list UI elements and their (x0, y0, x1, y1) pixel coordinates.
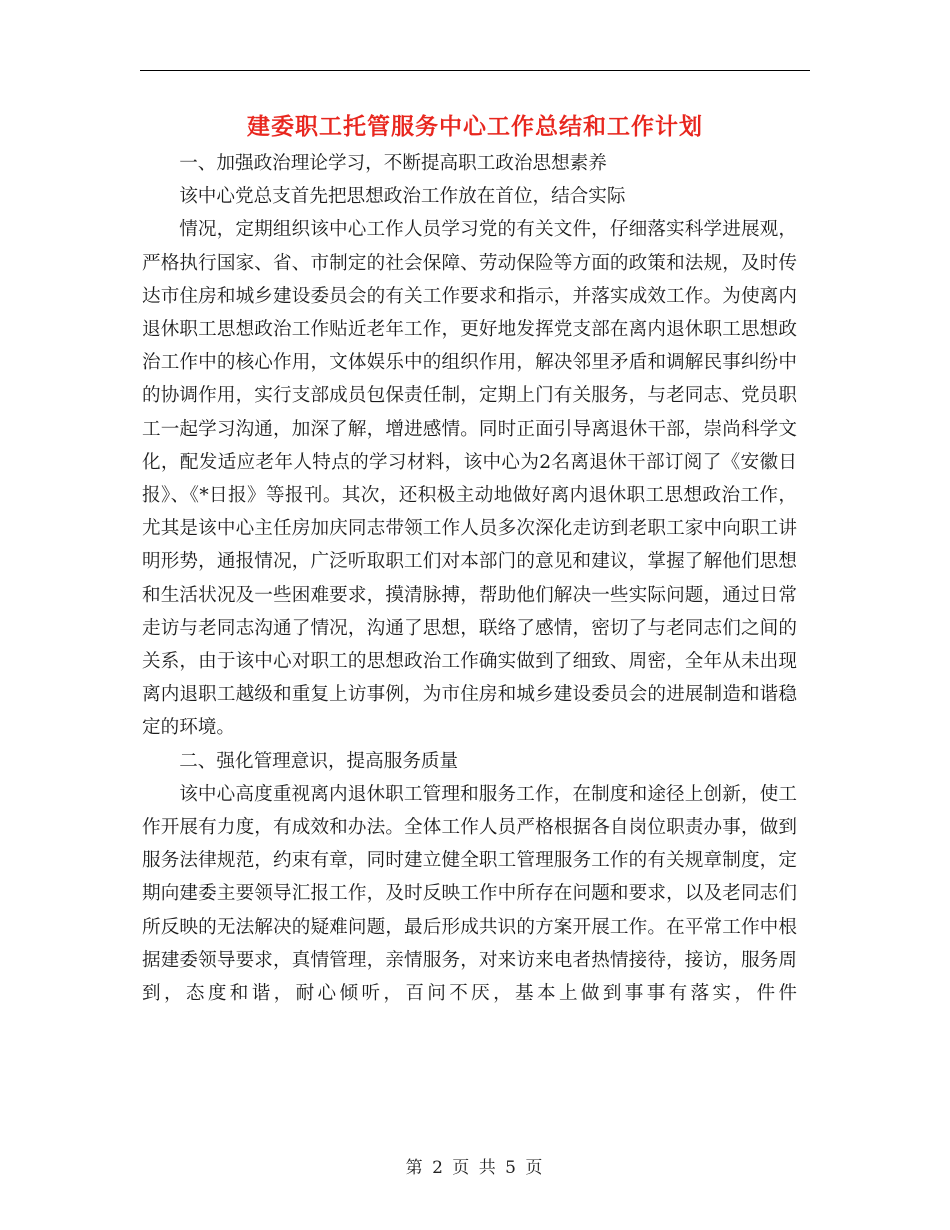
header-rule (140, 70, 810, 71)
document-title: 建委职工托管服务中心工作总结和工作计划 (247, 114, 703, 140)
paragraph-1-body: 情况，定期组织该中心工作人员学习党的有关文件，仔细落实科学进展观，严格执行国家、省、市制定的社会保障、劳动保险等方面的政策和法规，及时传达市住房和城乡建设委员会的有关工作要求和指示，并落实成效工作。为使离内退休职工思想政治工作贴近老年工作，更好地发挥党支部在离内退休职工思想政治工作中的核心作用，文体娱乐中的组织作用，解决邻里矛盾和调解民事纠纷中的协调作用，实行支部成员包保责任制，定期上门有关服务，与老同志、党员职工一起学习沟通，加深了解，增进感情。同时正面引导离退休干部，崇尚科学文化，配发适应老年人特点的学习材料，该中心为2名离退休干部订阅了《安徽日报》、《*日报》等报刊。其次，还积极主动地做好离内退休职工思想政治工作，尤其是该中心主任房加庆同志带领工作人员多次深化走访到老职工家中向职工讲明形势，通报情况，广泛听取职工们对本部门的意见和建议，掌握了解他们思想和生活状况及一些困难要求，摸清脉搏，帮助他们解决一些实际问题，通过日常走访与老同志沟通了情况，沟通了思想，联络了感情，密切了与老同志们之间的关系，由于该中心对职工的思想政治工作确实做到了细致、周密，全年从未出现离内退职工越级和重复上访事例，为市住房和城乡建设委员会的进展制造和谐稳定的环境。 (142, 219, 797, 739)
section-heading-2: 二、强化管理意识，提高服务质量 (179, 750, 459, 772)
paragraph-2: 该中心高度重视离内退休职工管理和服务工作，在制度和途径上创新，使工作开展有力度，有成效和办法。全体工作人员严格根据各自岗位职责办事，做到服务法律规范，约束有章，同时建立健全职工管理服务工作的有关规章制度，定期向建委主要领导汇报工作，及时反映工作中所存在问题和要求，以及老同志们所反映的无法解决的疑难问题，最后形成共识的方案开展工作。在平常工作中根据建委领导要求，真情管理，亲情服务，对来访来电者热情接待，接访，服务周到，态度和谐，耐心倾听，百问不厌，基本上做到事事有落实，件件 (142, 783, 797, 1005)
document-body (142, 147, 797, 1010)
page-number-footer: 第 2 页 共 5 页 (405, 1158, 545, 1178)
section-heading-1: 一、加强政治理论学习，不断提高职工政治思想素养 (179, 153, 607, 174)
paragraph-1-first-line: 该中心党总支首先把思想政治工作放在首位，结合实际 (179, 186, 626, 208)
